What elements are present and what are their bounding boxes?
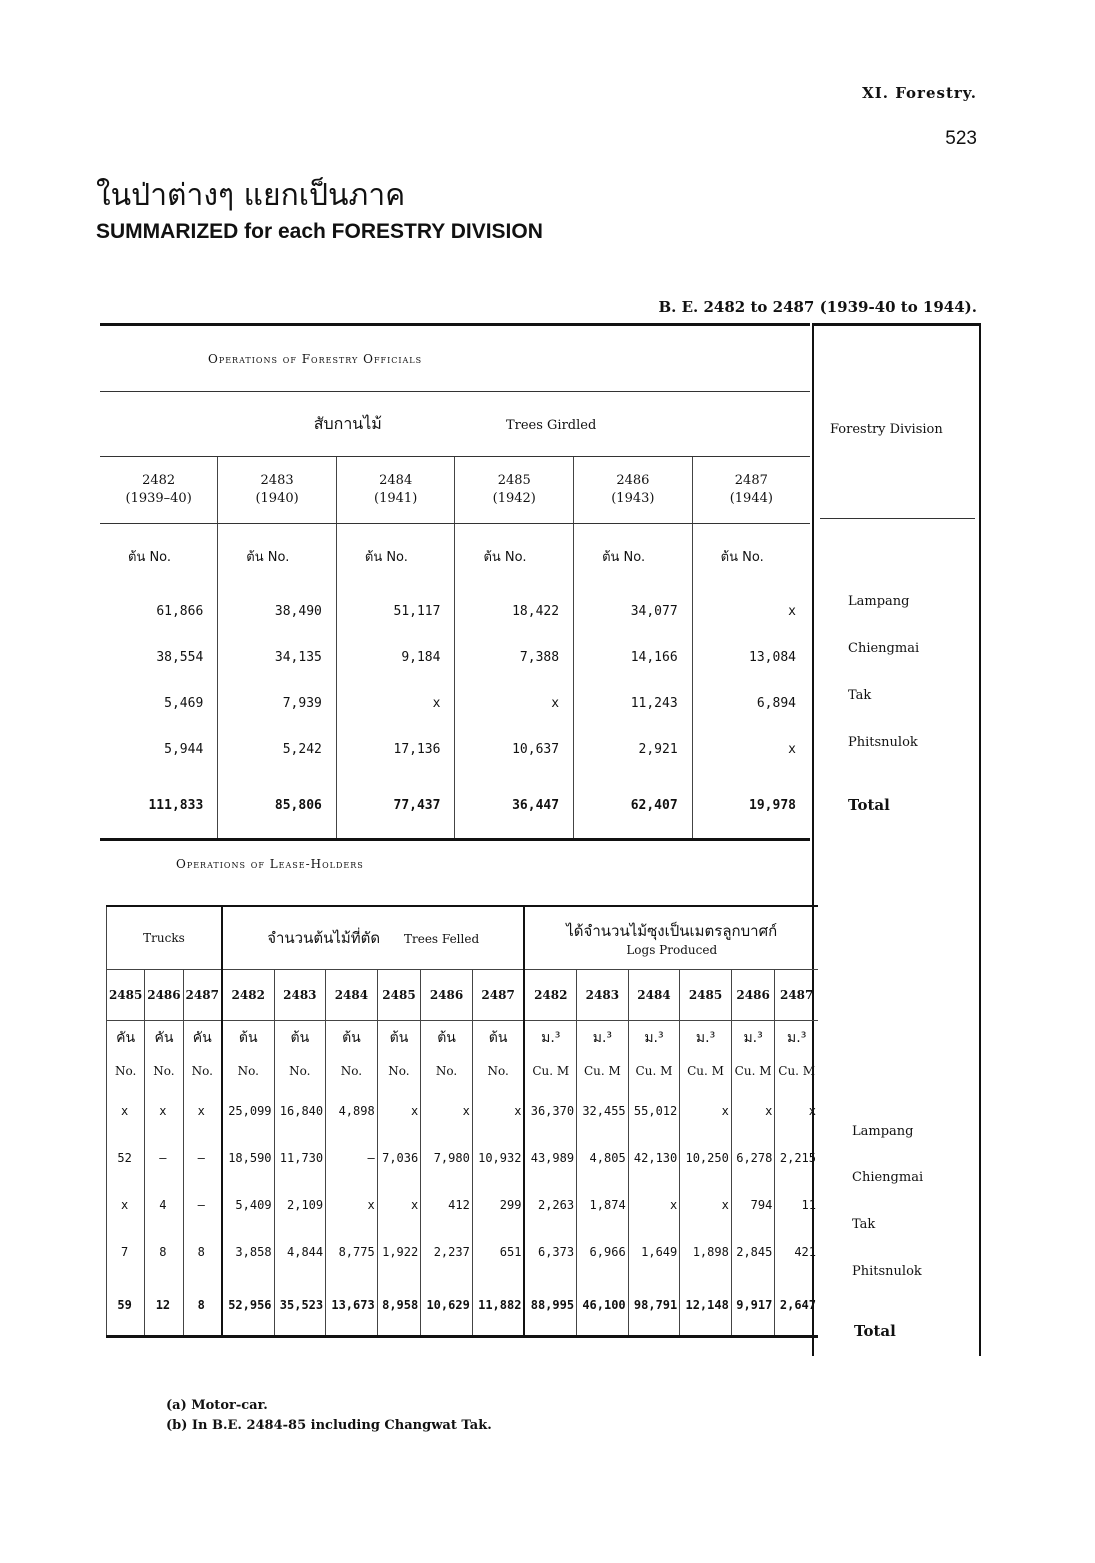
table-cell: 38,490: [218, 588, 337, 634]
table-cell: x: [377, 1181, 421, 1228]
table-cell: x: [788, 741, 796, 757]
year-be: 2487: [734, 473, 768, 488]
year-ad: (1942): [492, 491, 536, 506]
year-ad: (1940): [255, 491, 299, 506]
year-header: 2484: [326, 970, 378, 1021]
division-name: Tak: [852, 1217, 876, 1232]
table-cell: 51,117: [336, 588, 455, 634]
year-be: 2482: [142, 473, 176, 488]
table-cell: x: [183, 1087, 222, 1134]
table-cell: 14,166: [574, 634, 693, 680]
table-cell: 8: [145, 1228, 183, 1275]
unit-label: ม.³: [731, 1021, 775, 1056]
table-cell: x: [145, 1087, 183, 1134]
table-cell: x: [472, 1087, 524, 1134]
total-cell: 36,447: [455, 772, 574, 840]
footnote: (a) Motor-car.: [166, 1398, 268, 1413]
table-cell: 34,077: [574, 588, 693, 634]
table-cell: 6,278: [731, 1134, 775, 1181]
total-cell: 77,437: [336, 772, 455, 840]
year-header: 2487: [472, 970, 524, 1021]
unit-label: Cu. M: [680, 1055, 732, 1087]
total-cell: 12,148: [680, 1275, 732, 1337]
forestry-division-header: Forestry Division: [830, 422, 943, 437]
year-header: 2486: [145, 970, 183, 1021]
table-cell: 7: [107, 1228, 145, 1275]
table-cell: x: [628, 1181, 680, 1228]
unit-label: No.: [377, 1055, 421, 1087]
year-header: 2483: [274, 970, 326, 1021]
year-ad: (1943): [611, 491, 655, 506]
unit-label: คัน: [107, 1021, 145, 1056]
table-cell: 36,370: [524, 1087, 576, 1134]
unit-label: No.: [326, 1055, 378, 1087]
division-name: Tak: [848, 688, 872, 703]
table-cell: 52: [107, 1134, 145, 1181]
year-header: 2487: [775, 970, 818, 1021]
total-cell: 19,978: [749, 797, 796, 813]
unit-label: ต้น No.: [336, 524, 455, 589]
unit-label: ม.³: [628, 1021, 680, 1056]
table-cell: 3,858: [222, 1228, 274, 1275]
total-cell: 8,958: [377, 1275, 421, 1337]
total-cell: 111,833: [100, 772, 218, 840]
table-cell: 11: [801, 1197, 816, 1212]
table-cell: 5,469: [100, 680, 218, 726]
total-cell: 35,523: [274, 1275, 326, 1337]
unit-label: ต้น: [421, 1021, 473, 1056]
unit-label: ต้น: [377, 1021, 421, 1056]
year-header: [574, 457, 693, 524]
table-cell: 2,845: [731, 1228, 775, 1275]
table-cell: x: [377, 1087, 421, 1134]
table-cell: x: [107, 1181, 145, 1228]
year-ad: (1944): [729, 491, 773, 506]
year-header: 2482: [222, 970, 274, 1021]
trees-felled-header: จำนวนต้นไม้ที่ตัด Trees Felled: [222, 906, 525, 970]
unit-label: ม.³: [524, 1021, 576, 1056]
year-ad: (1939–40): [125, 491, 192, 506]
total-cell: 62,407: [574, 772, 693, 840]
table-row: [100, 726, 810, 772]
table-row: [100, 680, 810, 726]
table-cell: 55,012: [628, 1087, 680, 1134]
table-cell: 2,237: [421, 1228, 473, 1275]
chapter-heading: XI. Forestry.: [862, 84, 977, 102]
year-ad: (1941): [374, 491, 418, 506]
year-header: 2485: [377, 970, 421, 1021]
table-cell: x: [680, 1181, 732, 1228]
table-cell: x: [326, 1181, 378, 1228]
unit-label: No.: [274, 1055, 326, 1087]
table-cell: 1,898: [680, 1228, 732, 1275]
girdled-header: สับกานไม้ Trees Girdled: [100, 392, 810, 457]
table-cell: 18,422: [455, 588, 574, 634]
year-header: 2484: [628, 970, 680, 1021]
table-cell: x: [455, 680, 574, 726]
unit-label: No.: [472, 1055, 524, 1087]
table-cell: 7,980: [421, 1134, 473, 1181]
table-cell: x: [808, 1103, 816, 1118]
table-cell: 421: [794, 1244, 816, 1259]
division-name: Phitsnulok: [852, 1264, 922, 1279]
table-cell: —: [183, 1134, 222, 1181]
total-label: Total: [848, 796, 890, 814]
table-cell: 7,939: [218, 680, 337, 726]
total-cell: 52,956: [222, 1275, 274, 1337]
table-cell: 4,898: [326, 1087, 378, 1134]
total-cell: 13,673: [326, 1275, 378, 1337]
year-be: 2484: [379, 473, 413, 488]
table-cell: 18,590: [222, 1134, 274, 1181]
table-cell: 11,730: [274, 1134, 326, 1181]
year-header: 2483: [577, 970, 629, 1021]
table-cell: 34,135: [218, 634, 337, 680]
section-heading-officials: Operations of Forestry Officials: [100, 325, 810, 392]
table-cell: 8,775: [326, 1228, 378, 1275]
unit-label: No.: [222, 1055, 274, 1087]
table-cell: 1,874: [577, 1181, 629, 1228]
unit-label: ต้น No.: [455, 524, 574, 589]
table-cell: 7,036: [377, 1134, 421, 1181]
section-heading-leaseholders: Operations of Lease-Holders: [176, 857, 364, 871]
total-cell: 46,100: [577, 1275, 629, 1337]
year-header: [218, 457, 337, 524]
unit-label: ต้น No.: [720, 549, 764, 565]
table-cell: x: [421, 1087, 473, 1134]
table-cell: 10,637: [455, 726, 574, 772]
table-row: [107, 1134, 819, 1181]
table-cell: 17,136: [336, 726, 455, 772]
division-name: Lampang: [848, 594, 910, 609]
total-cell: 8: [183, 1275, 222, 1337]
table-cell: 2,921: [574, 726, 693, 772]
footnote: (b) In B.E. 2484-85 including Changwat Tak.: [166, 1418, 492, 1433]
unit-label: ต้น: [326, 1021, 378, 1056]
unit-label: คัน: [145, 1021, 183, 1056]
table-cell: 6,894: [756, 695, 796, 711]
total-cell: 12: [145, 1275, 183, 1337]
unit-label: ม.³: [787, 1030, 807, 1046]
total-cell: 85,806: [218, 772, 337, 840]
unit-label: ต้น No.: [100, 524, 218, 589]
table-cell: 6,373: [524, 1228, 576, 1275]
table-cell: —: [183, 1181, 222, 1228]
unit-label: ม.³: [680, 1021, 732, 1056]
unit-label: ต้น: [472, 1021, 524, 1056]
total-cell: 2,647: [779, 1298, 816, 1312]
total-cell: 59: [107, 1275, 145, 1337]
year-be: 2485: [497, 473, 531, 488]
table-cell: 2,109: [274, 1181, 326, 1228]
table-row: [107, 1087, 819, 1134]
unit-label: Cu. M: [577, 1055, 629, 1087]
table-row: [107, 1181, 819, 1228]
divider: [820, 518, 975, 519]
table-cell: 1,649: [628, 1228, 680, 1275]
table-cell: 61,866: [100, 588, 218, 634]
table-cell: 5,944: [100, 726, 218, 772]
unit-label: Cu. M: [731, 1055, 775, 1087]
year-header: [455, 457, 574, 524]
table-cell: 2,215: [779, 1150, 816, 1165]
table-cell: x: [336, 680, 455, 726]
unit-label: No.: [107, 1055, 145, 1087]
table-cell: 43,989: [524, 1134, 576, 1181]
table-cell: 32,455: [577, 1087, 629, 1134]
trees-girdled-table: [100, 323, 810, 841]
total-cell: 10,629: [421, 1275, 473, 1337]
table-cell: 2,263: [524, 1181, 576, 1228]
table-cell: x: [788, 603, 796, 619]
division-name: Chiengmai: [852, 1170, 924, 1185]
total-cell: 88,995: [524, 1275, 576, 1337]
table-cell: 4,844: [274, 1228, 326, 1275]
unit-label: ต้น No.: [574, 524, 693, 589]
table-cell: 10,932: [472, 1134, 524, 1181]
table-row: [107, 1228, 819, 1275]
table-cell: x: [107, 1087, 145, 1134]
trucks-header: Trucks: [107, 906, 222, 970]
division-name: Lampang: [852, 1124, 914, 1139]
table-cell: 38,554: [100, 634, 218, 680]
table-cell: 10,250: [680, 1134, 732, 1181]
unit-label: คัน: [183, 1021, 222, 1056]
table-cell: 5,409: [222, 1181, 274, 1228]
table-cell: x: [731, 1087, 775, 1134]
lease-holders-table: [106, 905, 818, 1338]
table-cell: 651: [472, 1228, 524, 1275]
year-header: 2486: [421, 970, 473, 1021]
unit-label: Cu. M: [524, 1055, 576, 1087]
table-cell: 11,243: [574, 680, 693, 726]
year-header: 2486: [731, 970, 775, 1021]
table-cell: —: [326, 1134, 378, 1181]
total-label: Total: [854, 1322, 896, 1340]
total-cell: 9,917: [731, 1275, 775, 1337]
table-cell: 299: [472, 1181, 524, 1228]
table-cell: 794: [731, 1181, 775, 1228]
year-header: 2485: [680, 970, 732, 1021]
period-label: B. E. 2482 to 2487 (1939-40 to 1944).: [658, 298, 977, 316]
total-cell: 11,882: [472, 1275, 524, 1337]
table-cell: 1,922: [377, 1228, 421, 1275]
year-be: 2483: [260, 473, 294, 488]
year-header: 2487: [183, 970, 222, 1021]
english-title: SUMMARIZED for each FORESTRY DIVISION: [96, 220, 543, 243]
table-cell: 6,966: [577, 1228, 629, 1275]
table-cell: 4: [145, 1181, 183, 1228]
table-cell: 16,840: [274, 1087, 326, 1134]
forestry-division-column: [812, 323, 981, 1356]
table-cell: 25,099: [222, 1087, 274, 1134]
unit-label: No.: [421, 1055, 473, 1087]
division-name: Phitsnulok: [848, 735, 918, 750]
year-header: 2485: [107, 970, 145, 1021]
logs-produced-header: ได้จำนวนไม้ซุงเป็นเมตรลูกบาศก์ Logs Produced: [524, 906, 818, 970]
unit-label: ม.³: [577, 1021, 629, 1056]
table-cell: 5,242: [218, 726, 337, 772]
table-cell: x: [680, 1087, 732, 1134]
year-header: [692, 457, 810, 524]
table-cell: 13,084: [749, 649, 796, 665]
unit-label: Cu. M: [628, 1055, 680, 1087]
unit-label: ต้น: [222, 1021, 274, 1056]
table-cell: 412: [421, 1181, 473, 1228]
unit-label: No.: [183, 1055, 222, 1087]
table-cell: 9,184: [336, 634, 455, 680]
table-cell: 8: [183, 1228, 222, 1275]
division-name: Chiengmai: [848, 641, 920, 656]
unit-label: No.: [145, 1055, 183, 1087]
year-header: [100, 457, 218, 524]
table-row: [100, 634, 810, 680]
year-header: [336, 457, 455, 524]
unit-label: ต้น: [274, 1021, 326, 1056]
table-cell: 7,388: [455, 634, 574, 680]
year-header: 2482: [524, 970, 576, 1021]
unit-label: ต้น No.: [218, 524, 337, 589]
year-be: 2486: [616, 473, 650, 488]
total-cell: 98,791: [628, 1275, 680, 1337]
table-cell: 42,130: [628, 1134, 680, 1181]
thai-title: ในป่าต่างๆ แยกเป็นภาค: [96, 178, 406, 213]
table-cell: —: [145, 1134, 183, 1181]
page-number: 523: [945, 128, 977, 149]
table-cell: 4,805: [577, 1134, 629, 1181]
table-row: [100, 588, 810, 634]
unit-label: Cu. M: [778, 1064, 816, 1078]
